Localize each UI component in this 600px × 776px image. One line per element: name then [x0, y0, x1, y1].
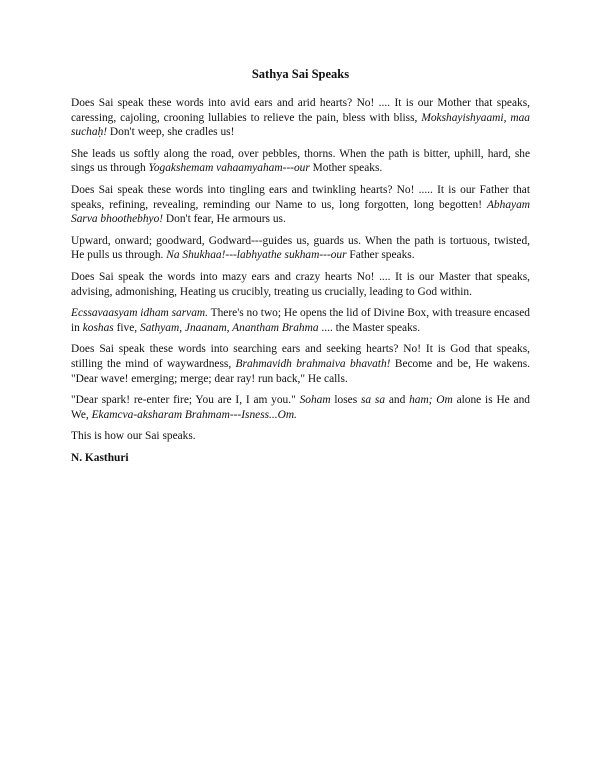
body-paragraph	[71, 306, 530, 335]
author-signature: N. Kasthuri	[71, 451, 129, 464]
body-paragraph	[71, 234, 530, 263]
text-run: Don't weep, she cradles us!	[107, 126, 235, 139]
italic-phrase: Abhayam Sarva bhoothebhyo!	[71, 198, 530, 226]
italic-phrase: Sathyam, Jnaanam, Anantham Brahma	[140, 321, 319, 334]
italic-phrase: Yogakshemam vahaamyaham---our	[148, 162, 310, 175]
italic-phrase: sa sa	[360, 394, 386, 407]
text-run: Become and be, He wakens. "Dear wave! emerging; merge; dear ray! run back," He calls.	[71, 357, 530, 385]
italic-phrase: ham; Om	[409, 394, 453, 407]
text-run: Upward, onward; goodward, Godward---guides us, guards us. When the path is tortuous, twisted, He pulls us through.	[71, 234, 530, 262]
text-run: She leads us softly along the road, over pebbles, thorns. When the path is bitter, uphill, hard, she sings us through	[71, 147, 530, 175]
text-run: Does Sai speak these words into searching ears and seeking hearts? No! It is God that speaks, stilling the mind of waywardness,	[71, 343, 530, 370]
text-run: Does Sai speak these words into avid ears and arid hearts? No! .... It is our Mother that speaks, caressing, cajoling, crooning lullabies to relieve the pain, bless with bliss,	[71, 97, 530, 124]
italic-phrase: Soham	[299, 394, 331, 407]
text-run: five,	[113, 321, 140, 334]
body-paragraph	[71, 342, 530, 386]
body-paragraph	[71, 147, 530, 176]
italic-phrase: koshas	[82, 321, 114, 334]
text-run: loses	[330, 394, 361, 407]
italic-phrase: Ecssavaasyam idham sarvam.	[71, 307, 208, 320]
text-run: There's no two; He opens the lid of Divine Box, with treasure encased in	[71, 307, 530, 334]
italic-phrase: Ekamcva-aksharam Brahmam---Isness...Om.	[91, 408, 297, 421]
italic-phrase: Mokshayishyaami, maa suchaḥ!	[71, 111, 530, 139]
text-run: alone is He and We,	[71, 394, 530, 421]
italic-phrase: Na Shukhaa!---labhyathe sukham---our	[166, 249, 347, 262]
text-run: Mother speaks.	[309, 162, 383, 175]
body-paragraph	[71, 393, 530, 422]
italic-phrase: Brahmavidh brahmaiva bhavath!	[235, 357, 391, 370]
closing-line: This is how our Sai speaks.	[71, 430, 196, 443]
page-title: Sathya Sai Speaks	[251, 67, 350, 81]
text-run: Does Sai speak these words into tingling ears and twinkling hearts? No! ..... It is our Father that speaks, refining, revealing, reminding our Name to us, long forgotten, long begotten!	[71, 183, 530, 211]
body-paragraph	[71, 270, 530, 299]
text-run: Don't fear, He armours us.	[163, 213, 286, 226]
text-run: .... the Master speaks.	[318, 321, 421, 334]
body-paragraph	[71, 96, 530, 140]
document-body	[71, 96, 530, 465]
text-run: "Dear spark! re-enter fire; You are I, I am you."	[71, 394, 300, 407]
paragraph-list	[71, 96, 530, 422]
text-run: Father speaks.	[346, 249, 415, 262]
body-paragraph	[71, 183, 530, 227]
text-run: and	[385, 394, 410, 407]
text-run: Does Sai speak the words into mazy ears and crazy hearts No! .... It is our Master that speaks, advising, admonishing, Heating us crucibly, treating us crucially, leading to God within.	[71, 270, 530, 298]
